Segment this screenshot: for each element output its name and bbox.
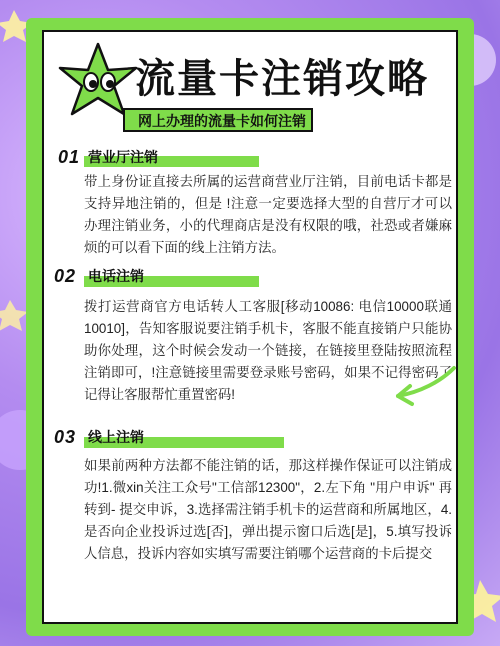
section-body: 如果前两种方法都不能注销的话，那这样操作保证可以注销成功!1.微xin关注工众号"工信部12300"，2.左下角 "用户申诉" 再转到- 提交申诉，3.选择需注销手机卡的运营商和所属地区，4.是否向企业投诉过选[否]，弹出提示窗口后选[是]，5.填写投诉人信息，投诉内容如实填写需要注销哪个运营商的卡后提交 [84, 458, 452, 561]
section-number: 01 [58, 147, 81, 167]
arrow-decoration-icon [390, 362, 460, 412]
section-title: 线上注销 [88, 429, 144, 445]
section-body: 拨打运营商官方电话转人工客服[移动10086: 电信10000联通10010]，告知客服说要注销手机卡，客服不能直接销户只能协助你处理，这个时候会发动一个链接，在链接里登陆按照流程注销即可，!注意链接里需要登录账号密码，如果不记得密码了记得让客服帮忙重置密码! [84, 299, 452, 402]
section-number: 03 [54, 427, 77, 447]
section-body: 带上身份证直接去所属的运营商营业厅注销，目前电话卡都是支持异地注销的，但是 !注意一定要选择大型的自营厅才可以办理注销业务，小的代理商店是没有权限的哦，社恐或者嫌麻烦的可以看下面的线上注销方法。 [84, 174, 452, 255]
page-subtitle: 网上办理的流量卡如何注销 [138, 113, 306, 129]
page-title: 流量卡注销攻略 [135, 57, 429, 101]
section-title: 营业厅注销 [88, 149, 158, 165]
section-title: 电话注销 [88, 268, 144, 284]
section-number: 02 [54, 266, 77, 286]
